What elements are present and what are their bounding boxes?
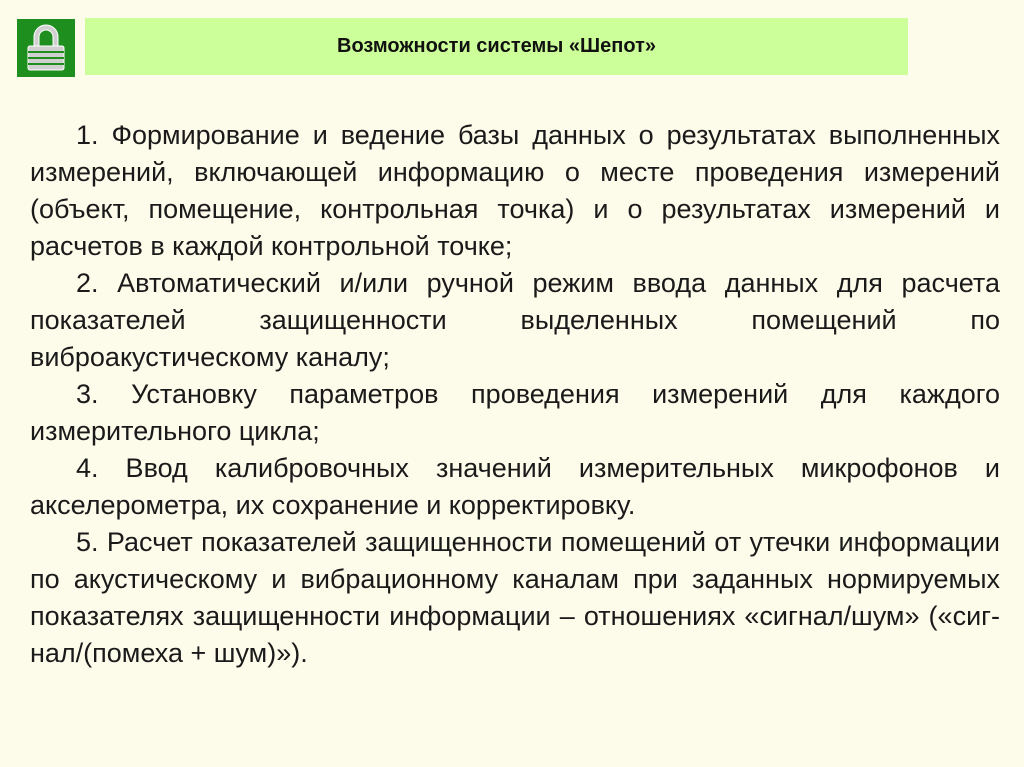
list-item: 2. Автоматический и/или ручной режим ввода данных для расчета показателей защищенности выделенных помещений по виброакустическому каналу;	[30, 268, 1000, 372]
list-item: 3. Установку параметров проведения измерений для каждого измерительного цикла;	[30, 379, 1000, 446]
feature-list	[30, 117, 1000, 672]
list-item: 4. Ввод калибровочных значений измерительных микрофонов и акселерометра, их сохранение и корректировку.	[30, 453, 1000, 520]
title-bar	[85, 18, 908, 75]
list-item: 1. Формирование и ведение базы данных о результатах выполненных измерений, включающей информацию о месте проведения измерений (объект, помещение, контрольная точка) и о результатах измерений и расчетов в каждой контрольной точке;	[30, 120, 1000, 261]
list-item: 5. Расчет показателей защищенности помещений от утечки информации по акустическому и вибрационному каналам при заданных нормируемых показателях защищенности информации – отношениях «сигнал/шум» («сиг-нал/(помеха + шум)»).	[30, 527, 1000, 668]
padlock-icon	[16, 18, 76, 78]
page-title: Возможности системы «Шепот»	[337, 35, 656, 57]
